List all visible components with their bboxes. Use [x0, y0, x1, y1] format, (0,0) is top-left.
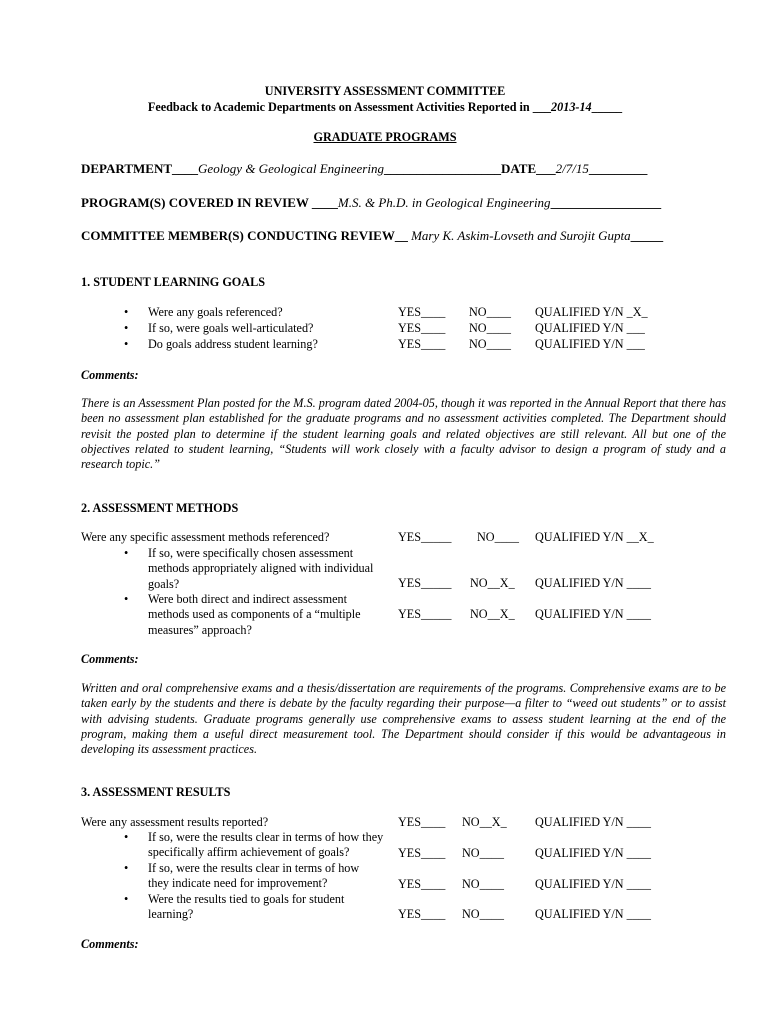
question-text: Were any goals referenced?: [148, 305, 283, 319]
programs-label: PROGRAM(S) COVERED IN REVIEW ____: [81, 195, 338, 210]
question-text: Were any specific assessment methods referenced?: [81, 530, 330, 544]
comments-label: Comments:: [81, 937, 139, 951]
programs-covered-field: [81, 195, 661, 210]
qualified-blank[interactable]: QUALIFIED Y/N __X_: [535, 530, 654, 544]
bullet-icon: •: [124, 321, 129, 335]
department-fill: __________________: [383, 161, 501, 176]
section-assessment-results-title: 3. ASSESSMENT RESULTS: [81, 785, 231, 799]
department-value: Geology & Geological Engineering: [198, 161, 384, 176]
no-blank[interactable]: NO____: [469, 305, 511, 319]
yes-blank[interactable]: YES____: [398, 337, 446, 351]
yes-blank[interactable]: YES____: [398, 907, 446, 921]
department-label: DEPARTMENT____: [81, 161, 199, 176]
programs-heading: GRADUATE PROGRAMS: [313, 130, 457, 144]
no-blank[interactable]: NO____: [462, 846, 504, 860]
question-text: If so, were the results clear in terms of how they specifically affirm achievement of goals?: [148, 830, 384, 860]
bullet-icon: •: [124, 305, 129, 319]
question-text: Were any assessment results reported?: [81, 815, 269, 829]
question-text: If so, were specifically chosen assessment methods appropriately aligned with individual goals?: [148, 546, 374, 591]
no-blank[interactable]: NO____: [462, 907, 504, 921]
no-blank[interactable]: NO__X_: [470, 607, 515, 621]
bullet-icon: •: [124, 337, 129, 351]
subtitle-suffix: _____: [591, 100, 623, 114]
date-value: 2/7/15: [555, 161, 589, 176]
bullet-icon: •: [124, 592, 129, 606]
subtitle-prefix: Feedback to Academic Departments on Assessment Activities Reported in ___: [147, 100, 552, 114]
comments-text: Written and oral comprehensive exams and a thesis/dissertation are requirements of the programs. Comprehensive exams are to be taken early by the students and there is debate by the faculty regarding their purpose—a filter to “weed out students” or to assist with advising students. Graduate programs generally use comprehensive exams to assess student learning at the end of the program, making them a useful direct measurement tool. The Department should consider if this would be advantageous in developing its assessment practices.: [81, 681, 726, 757]
section-student-learning-goals-title: 1. STUDENT LEARNING GOALS: [81, 275, 265, 289]
yes-blank[interactable]: YES_____: [398, 607, 452, 621]
question-text: Were the results tied to goals for student learning?: [148, 892, 345, 922]
yes-blank[interactable]: YES____: [398, 846, 446, 860]
committee-title: UNIVERSITY ASSESSMENT COMMITTEE: [264, 84, 506, 98]
qualified-blank[interactable]: QUALIFIED Y/N ____: [535, 846, 651, 860]
bullet-icon: •: [124, 830, 129, 844]
yes-blank[interactable]: YES_____: [398, 530, 452, 544]
no-blank[interactable]: NO____: [469, 337, 511, 351]
members-value: Mary K. Askim-Lovseth and Surojit Gupta: [407, 228, 631, 243]
yes-blank[interactable]: YES_____: [398, 576, 452, 590]
no-blank[interactable]: NO____: [469, 321, 511, 335]
yes-blank[interactable]: YES____: [398, 877, 446, 891]
yes-blank[interactable]: YES____: [398, 815, 446, 829]
subtitle-year: 2013-14: [551, 100, 592, 114]
comments-text: There is an Assessment Plan posted for the M.S. program dated 2004-05, though it was reported in the Annual Report that there has been no assessment plan established for the graduate programs and no assessment activities completed. The Department should revisit the posted plan to determine if the student learning goals and related objectives are still relevant. All but one of the objectives related to student learning, “Students will work closely with a faculty advisor to design a program of study and a research topic.”: [81, 396, 726, 472]
question-text: If so, were the results clear in terms of how they indicate need for improvement?: [148, 861, 360, 891]
document-subtitle: [0, 100, 770, 115]
question-text: Do goals address student learning?: [148, 337, 318, 351]
bullet-icon: •: [124, 892, 129, 906]
qualified-blank[interactable]: QUALIFIED Y/N ___: [535, 321, 645, 335]
qualified-blank[interactable]: QUALIFIED Y/N ____: [535, 877, 651, 891]
members-label: COMMITTEE MEMBER(S) CONDUCTING REVIEW__: [81, 228, 408, 243]
bullet-icon: •: [124, 546, 129, 560]
no-blank[interactable]: NO__X_: [470, 576, 515, 590]
no-blank[interactable]: NO____: [462, 877, 504, 891]
members-fill: _____: [630, 228, 664, 243]
qualified-blank[interactable]: QUALIFIED Y/N _X_: [535, 305, 648, 319]
committee-members-field: [81, 228, 663, 243]
yes-blank[interactable]: YES____: [398, 305, 446, 319]
date-fill: _________: [588, 161, 648, 176]
department-field: [81, 161, 647, 176]
comments-label: Comments:: [81, 652, 139, 666]
yes-blank[interactable]: YES____: [398, 321, 446, 335]
qualified-blank[interactable]: QUALIFIED Y/N ____: [535, 576, 651, 590]
qualified-blank[interactable]: QUALIFIED Y/N ____: [535, 607, 651, 621]
date-label: DATE___: [500, 161, 556, 176]
qualified-blank[interactable]: QUALIFIED Y/N ___: [535, 337, 645, 351]
qualified-blank[interactable]: QUALIFIED Y/N ____: [535, 907, 651, 921]
no-blank[interactable]: NO____: [477, 530, 519, 544]
qualified-blank[interactable]: QUALIFIED Y/N ____: [535, 815, 651, 829]
bullet-icon: •: [124, 861, 129, 875]
section-assessment-methods-title: 2. ASSESSMENT METHODS: [81, 501, 239, 515]
no-blank[interactable]: NO__X_: [462, 815, 507, 829]
comments-label: Comments:: [81, 368, 139, 382]
question-text: Were both direct and indirect assessment methods used as components of a “multiple measures” approach?: [148, 592, 361, 637]
programs-value: M.S. & Ph.D. in Geological Engineering: [337, 195, 551, 210]
question-text: If so, were goals well-articulated?: [148, 321, 314, 335]
programs-fill: _________________: [550, 195, 662, 210]
